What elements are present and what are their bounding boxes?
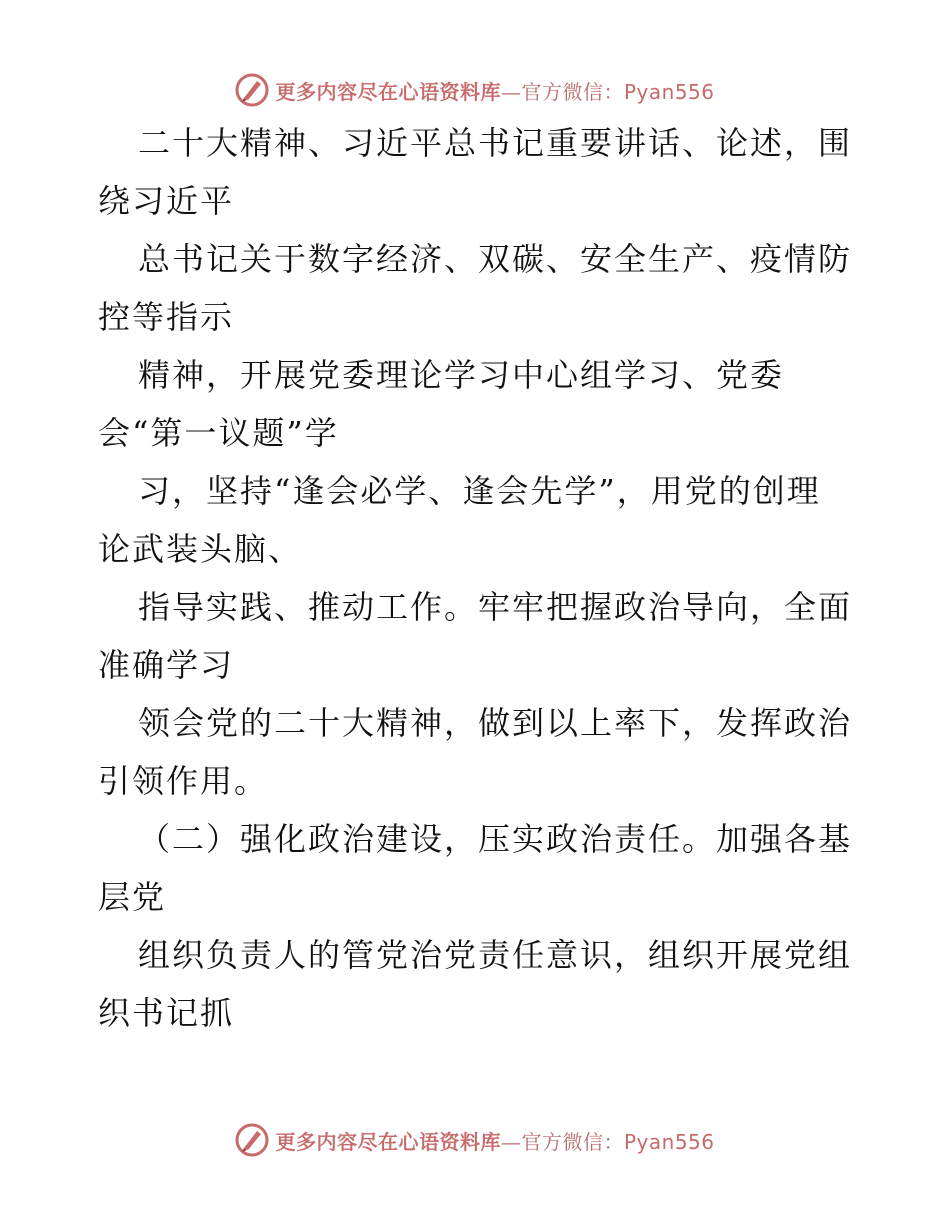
- document-body: [98, 114, 858, 1042]
- pen-logo-icon: [235, 1123, 269, 1157]
- text-line: （二）强化政治建设，压实政治责任。加强各基: [138, 820, 853, 858]
- watermark-text: [275, 1126, 714, 1155]
- watermark-header: [0, 70, 950, 110]
- watermark-id: Pyan556: [623, 79, 715, 104]
- watermark-label: 官方微信：: [521, 79, 624, 104]
- watermark-id: Pyan556: [623, 1129, 715, 1154]
- text-line: 引领作用。: [98, 762, 269, 800]
- text-line: 习，坚持“逢会必学、逢会先学”，用党的创理: [138, 472, 821, 510]
- text-line: 层党: [98, 878, 167, 916]
- watermark-label: 官方微信：: [521, 1129, 624, 1154]
- text-line: 控等指示: [98, 298, 235, 336]
- text-line: 论武装头脑、: [98, 530, 303, 568]
- text-line: 总书记关于数字经济、双碳、安全生产、疫情防: [138, 240, 853, 278]
- watermark-separator: —: [500, 79, 522, 104]
- pen-logo-icon: [235, 73, 269, 107]
- watermark-name: 更多内容尽在心语资料库: [275, 1129, 501, 1154]
- text-line: 二十大精神、习近平总书记重要讲话、论述，围: [138, 124, 853, 162]
- watermark-footer: [0, 1120, 950, 1160]
- text-line: 绕习近平: [98, 182, 235, 220]
- text-line: 领会党的二十大精神，做到以上率下，发挥政治: [138, 704, 853, 742]
- text-line: 指导实践、推动工作。牢牢把握政治导向，全面: [138, 588, 853, 626]
- watermark-text: [275, 76, 714, 105]
- text-line: 织书记抓: [98, 994, 235, 1032]
- text-line: 准确学习: [98, 646, 235, 684]
- text-line: 组织负责人的管党治党责任意识，组织开展党组: [138, 936, 853, 974]
- text-line: 会“第一议题”学: [98, 414, 339, 452]
- watermark-name: 更多内容尽在心语资料库: [275, 79, 501, 104]
- watermark-separator: —: [500, 1129, 522, 1154]
- text-line: 精神，开展党委理论学习中心组学习、党委: [138, 356, 785, 394]
